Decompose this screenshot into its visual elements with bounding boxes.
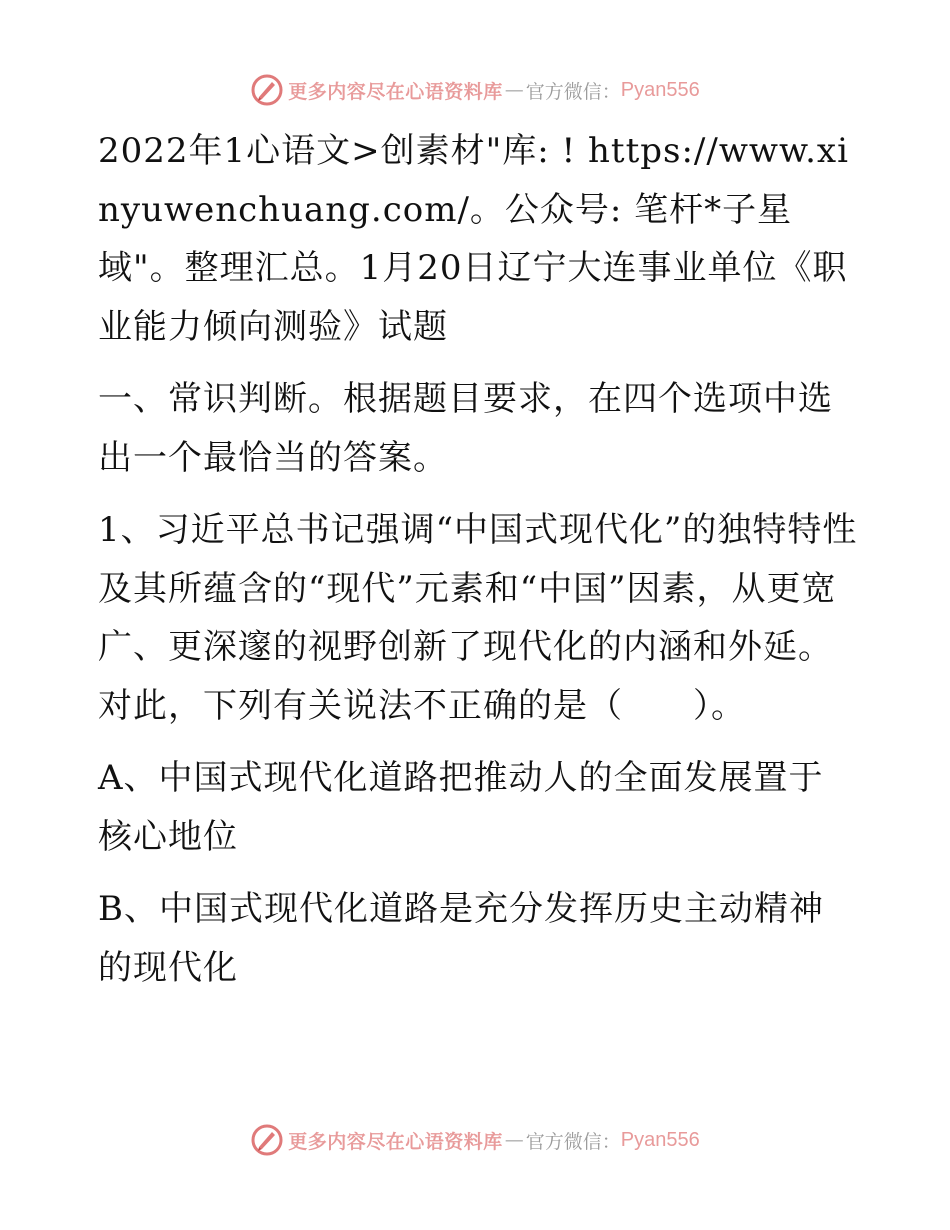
- watermark-main-text: 更多内容尽在心语资料库: [288, 1130, 503, 1153]
- option-a-paragraph: A、中国式现代化道路把推动人的全面发展置于核心地位: [98, 758, 824, 857]
- document-intro-paragraph: 2022年1心语文>创素材"库: ! https://www.xinyuwenchuang.com/。公众号: 笔杆*子星域"。整理汇总。1月20日辽宁大连事业单位《职业能力倾向测验》试题: [98, 131, 849, 347]
- header-watermark: [0, 70, 950, 110]
- watermark-contact-label: 官方微信：: [525, 1130, 621, 1153]
- pen-logo-icon: [250, 1123, 284, 1157]
- section-heading-paragraph: 一、常识判断。根据题目要求，在四个选项中选出一个最恰当的答案。: [98, 379, 833, 478]
- document-body: [98, 122, 858, 1011]
- watermark-main-text: 更多内容尽在心语资料库: [288, 80, 503, 103]
- footer-watermark: [0, 1120, 950, 1160]
- watermark-separator: —: [504, 79, 524, 101]
- watermark-contact-id: Pyan556: [620, 1128, 700, 1151]
- watermark-separator: —: [504, 1129, 524, 1151]
- pen-logo-icon: [250, 73, 284, 107]
- option-b-paragraph: B、中国式现代化道路是充分发挥历史主动精神的现代化: [98, 889, 824, 988]
- watermark-contact-label: 官方微信：: [525, 80, 621, 103]
- question-1-paragraph: 1、习近平总书记强调“中国式现代化”的独特特性及其所蕴含的“现代”元素和“中国”因素，从更宽广、更深邃的视野创新了现代化的内涵和外延。对此，下列有关说法不正确的是（ ）。: [98, 510, 858, 726]
- watermark-contact-id: Pyan556: [620, 78, 700, 101]
